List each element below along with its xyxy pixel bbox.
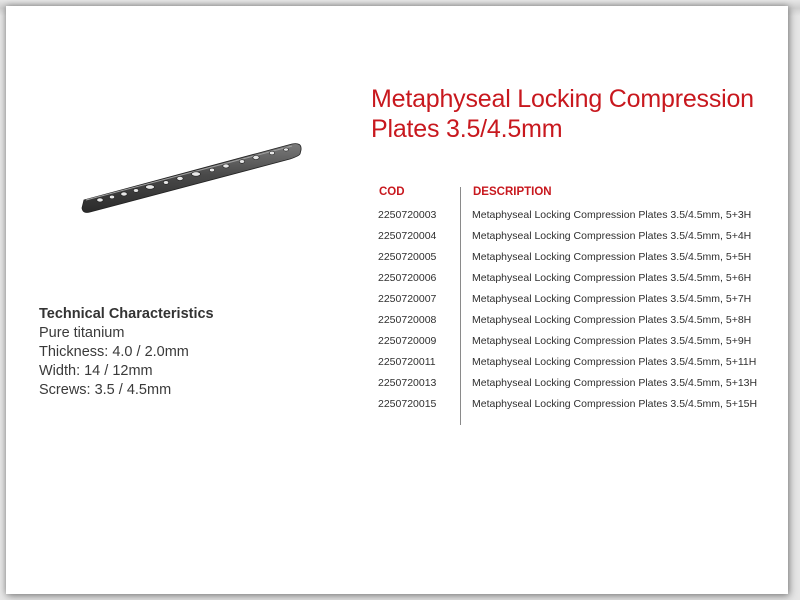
column-header-description: DESCRIPTION xyxy=(473,186,552,198)
spec-material: Pure titanium xyxy=(39,325,125,341)
table-row xyxy=(372,354,792,375)
specs-heading: Technical Characteristics xyxy=(39,306,214,322)
row-code: 2250720006 xyxy=(378,272,437,284)
row-description: Metaphyseal Locking Compression Plates 3.5/4.5mm, 5+13H xyxy=(472,377,758,389)
spec-width: Width: 14 / 12mm xyxy=(39,363,153,379)
table-row xyxy=(372,207,792,228)
table-row xyxy=(372,291,792,312)
table-row xyxy=(372,333,792,354)
row-description: Metaphyseal Locking Compression Plates 3.5/4.5mm, 5+8H xyxy=(472,314,752,326)
row-code: 2250720013 xyxy=(378,377,437,389)
row-code: 2250720007 xyxy=(378,293,437,305)
row-description: Metaphyseal Locking Compression Plates 3.5/4.5mm, 5+5H xyxy=(472,251,752,263)
bone-plate-image xyxy=(78,138,308,222)
row-code: 2250720003 xyxy=(378,209,437,221)
row-code: 2250720005 xyxy=(378,251,437,263)
table-row xyxy=(372,375,792,396)
row-code: 2250720009 xyxy=(378,335,437,347)
product-title: Metaphyseal Locking Compression Plates 3.5/4.5mm xyxy=(371,85,754,143)
row-description: Metaphyseal Locking Compression Plates 3.5/4.5mm, 5+7H xyxy=(472,293,752,305)
row-description: Metaphyseal Locking Compression Plates 3.5/4.5mm, 5+6H xyxy=(472,272,752,284)
spec-thickness: Thickness: 4.0 / 2.0mm xyxy=(39,344,189,360)
row-description: Metaphyseal Locking Compression Plates 3.5/4.5mm, 5+3H xyxy=(472,209,752,221)
table-row xyxy=(372,312,792,333)
technical-characteristics xyxy=(39,305,299,400)
row-description: Metaphyseal Locking Compression Plates 3.5/4.5mm, 5+4H xyxy=(472,230,752,242)
row-code: 2250720004 xyxy=(378,230,437,242)
row-code: 2250720008 xyxy=(378,314,437,326)
column-header-code: COD xyxy=(379,186,405,198)
row-description: Metaphyseal Locking Compression Plates 3.5/4.5mm, 5+15H xyxy=(472,398,758,410)
row-code: 2250720015 xyxy=(378,398,437,410)
table-header xyxy=(372,183,792,203)
row-description: Metaphyseal Locking Compression Plates 3.5/4.5mm, 5+9H xyxy=(472,335,752,347)
spec-screws: Screws: 3.5 / 4.5mm xyxy=(39,382,172,398)
row-description: Metaphyseal Locking Compression Plates 3.5/4.5mm, 5+11H xyxy=(472,356,757,368)
table-row xyxy=(372,249,792,270)
table-body xyxy=(372,207,792,417)
table-row xyxy=(372,228,792,249)
row-code: 2250720011 xyxy=(378,356,436,368)
catalog-page xyxy=(6,6,788,594)
table-row xyxy=(372,270,792,291)
product-table xyxy=(372,183,792,410)
table-row xyxy=(372,396,792,417)
